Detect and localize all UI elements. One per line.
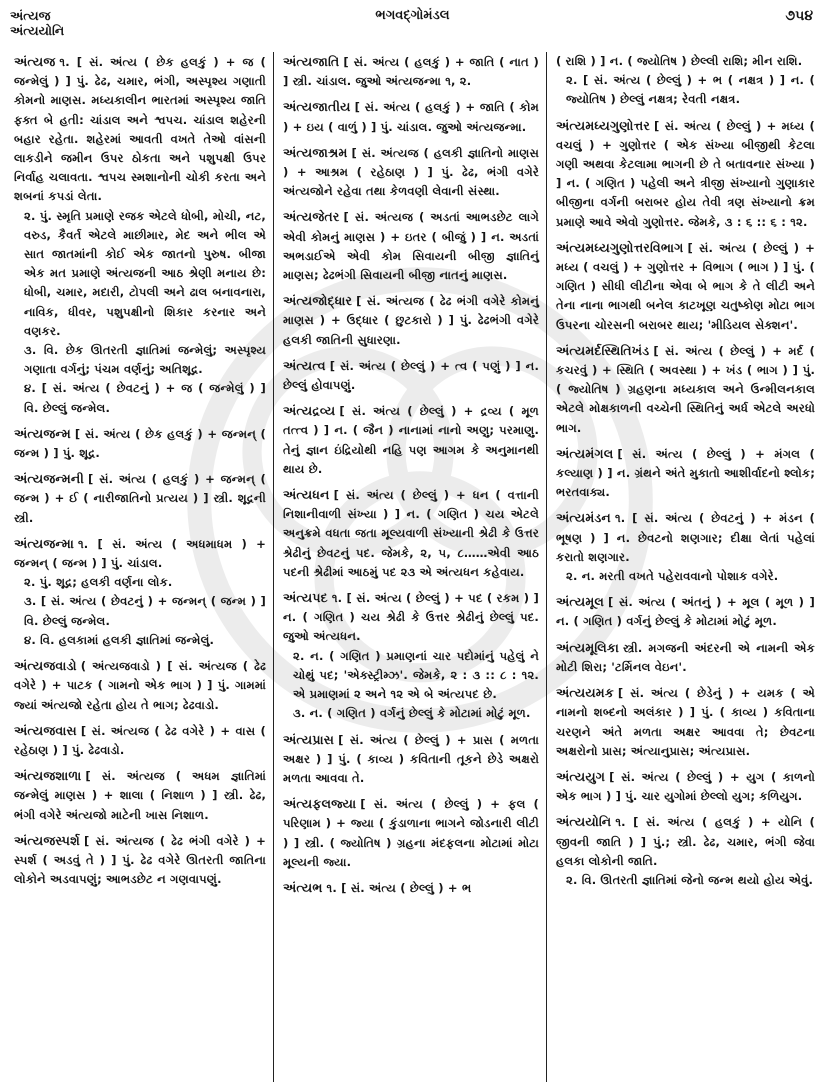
entry-sense: ૨. [ સં. અંત્ય ( છેલ્લું ) + ભ ( નક્ષત્ર ) ] ન. ( જ્યોતિષ ) છેલ્લું નક્ષત્ર; રેવતી નક્ષત્ર. [566,73,815,107]
dictionary-columns [0,52,825,1082]
entry-sense: ( રાશિ ) ] ન. ( જ્યોતિષ ) છેલ્લી રાશિ; મીન રાશિ. [556,54,803,68]
entry-sense: [ સં. અંત્ય ( છેલ્લું ) + ત્વ ( પણું ) ] ન. છેલ્લું હોવાપણું. [283,358,539,393]
entry-headword: અંત્યપદ [283,590,328,606]
entry-headword: અંત્યયુગ [556,768,606,784]
entry-sense: [ સં. અંત્ય ( છેલ્લું ) + ફલ ( પરિણામ ) + જ્યા ( કુંડાળાના ભાગને જોડનારી લીટી ) ] સ્ત્રી. ( જ્યોતિષ ) ગ્રહના મંદફલના મોટામાં મોટા મૂલ્યની જ્યા. [283,797,539,869]
dictionary-entry [556,52,815,110]
entry-sense: [ સં. અંત્ય ( છેલ્લું ) + પ્રાસ ( મળતા અક્ષર ) ] પું. ( કાવ્ય ) કવિતાની તૂકને છેડે અક્ષરો મળતા આવવા તે. [283,732,539,785]
entry-sense: [ સં. અંત્યજ ( ઢેઢ ભંગી વગેરે ) + સ્પર્શ ( અડવું તે ) ] પું. ઢેઢ વગેરે ઊતરતી જાતિના લોકોને અડવાપણું; આભડછેટ ન ગણવાપણું. [14,833,266,887]
entry-sense: ૨. ન. મરતી વખતે પહેરાવવાનો પોશાક વગેરે. [566,569,779,584]
dictionary-entry [14,766,266,825]
column-2 [273,52,546,1082]
dictionary-entry [556,767,815,806]
dictionary-entry [283,730,539,789]
entry-sense: [ સં. અંત્ય ( છેલ્લું ) + મંગલ ( કલ્યાણ ) ] ન. ગ્રંથને અંતે મુકાતો આશીર્વાદનો શ્લોક; ભરતવાક્ય. [556,446,815,500]
entry-headword: અંત્યજોદ્ધાર [283,293,353,309]
entry-sense: ૧. [ સં. અંત્ય ( હલકું ) + યોનિ ( જીવની જાતિ ) ] પું.; સ્ત્રી. ઢેઢ, ચમાર, ભંગી જેવા હલકા લોકોની જાતિ. [556,815,815,868]
entry-headword: અંત્યદ્રવ્ય [283,403,336,419]
entry-headword: અંત્યફલજ્યા [283,796,357,812]
entry-sense: ૧. [ સં. અંત્ય ( છેલ્લું ) + પદ ( રકમ ) ] ન. ( ગણિત ) ચય શ્રેઢી કે ઉત્તર શ્રેઢીનું છેલ્લું પદ. જુઓ અંત્યધન. [283,591,539,644]
entry-sense: [ સં. અંત્ય ( હલકું ) + જન્મન્ ( જન્મ ) + ઈ ( નારીજાતિનો પ્રત્યય ) ] સ્ત્રી. શૂદ્રની સ્ત્રી. [14,472,266,525]
entry-sense: [ સં. અંત્ય ( અંતનું ) + મૂલ ( મૂળ ) ] ન. ( ગણિત ) વર્ગનું છેલ્લું કે મોટામાં મોટું મૂળ. [556,595,815,629]
entry-headword: અંત્યમંડન [556,510,611,526]
column-1 [0,52,273,1082]
entry-sense: ૩. વિ. છેક ઊતરતી જ્ઞાતિમાં જન્મેલું; અસ્પૃશ્ય ગણાતા વર્ગનું; પંચમ વર્ણનું; અતિશૂદ્ર. [24,343,266,377]
dictionary-entry [556,592,815,631]
dictionary-entry [556,508,815,586]
entry-headword: અંત્યજાતીય [283,99,351,115]
entry-sense: ૧. [ સં. અંત્ય ( છેવટનું ) + મંડન ( ભૂષણ ) ] ન. છેવટનો શણગાર; દીક્ષા લેતાં પહેલાં કરાતો શણગાર. [556,511,815,564]
entry-headword: અંત્યયમક [556,685,614,701]
entry-sense: ૩. [ સં. અંત્ય ( છેવટનું ) + જન્મન્ ( જન્મ ) ] વિ. છેલ્લું જન્મેલ. [24,594,266,628]
entry-headword: અંત્યત્વ [283,357,326,373]
page-header [0,0,825,50]
entry-sense: [ સં. અંત્ય ( છેડેનું ) + યમક ( એ નામનો શબ્દનો અલંકાર ) ] પું. ( કાવ્ય ) કવિતાના ચરણને અંતે મળતા અક્ષર આવવા તે; છેવટના અક્ષરોનો પ્રાસ; અંત્યાનુપ્રાસ; અંત્યપ્રાસ. [556,686,815,758]
entry-sense: ૧. [ સં. અંત્ય ( છેલ્લું ) + ભ [326,880,472,895]
entry-sense: [ સં. અંત્ય ( છેલ્લું ) + ધન ( વત્તાની નિશાનીવાળી સંખ્યા ) ] ન. ( ગણિત ) ચય એટલે અનુક્રમે વધતા જતા મૂલ્યવાળી સંખ્યાની શ્રેઢી કે ઉત્તર શ્રેઢીનું છેવટનું પદ. જેમકે, ૨, ૫, ૮……એવી આઠ પદની શ્રેઢીમાં આઠમું પદ ૨૩ એ અંત્યધન કહેવાય. [283,488,539,579]
page-title: ભગવદ્ગોમંડલ [375,8,450,23]
entry-headword: અંત્યજવાસ [14,722,77,738]
entry-sense: [ સં. અંત્ય ( હલકું ) + જાતિ ( કોમ ) + ઇય ( વાળું ) ] પું. ચાંડાલ. જુઓ અંત્યજન્મા. [283,100,539,134]
entry-sense: [ સં. અંત્ય ( છેલ્લું ) + દ્રવ્ય ( મૂળ તત્ત્વ ) ] ન. ( જૈન ) નાનામાં નાનો અણુ; પરમાણુ. તેનું જ્ઞાન ઇંદ્રિયોથી નહિ પણ આગમ કે અનુમાનથી થાય છે. [283,404,539,476]
entry-sense: [ સં. અંત્યજ ( ઢેઢ વગેરે ) + વાસ ( રહેઠાણ ) ] પું. ઢેઢવાડો. [14,723,266,757]
dictionary-entry [14,52,266,418]
dictionary-entry [14,656,266,715]
entry-headword: અંત્યજન્મ [14,425,71,441]
entry-headword: અંત્યમૂલિકા [556,639,619,655]
dictionary-entry [283,97,539,136]
entry-headword: અંત્યમૂલ [556,594,605,610]
entry-headword: અંત્યયોનિ [556,814,612,830]
column-3 [546,52,825,1082]
dictionary-entry [556,683,815,761]
dictionary-entry [556,341,815,438]
entry-headword: અંત્યજન્મની [14,471,85,487]
entry-sense: [ સં. અંત્ય ( છેલ્લું ) + યુગ ( કાળનો એક ભાગ ) ] પું. ચાર યુગોમાં છેલ્લો યુગ; કળિયુગ. [556,769,815,804]
entry-headword: અંત્યમર્દસ્થિતિખંડ [556,342,650,358]
entry-sense: [ સં. અંત્ય ( છેલ્લું ) + મર્દ ( કચરવું ) + સ્થિતિ ( અવસ્થા ) + ખંડ ( ભાગ ) ] પું. ( જ્યોતિષ ) ગ્રહણના મધ્યકાલ અને ઉન્મીલનકાલ એટલે મોક્ષકાળની વચ્ચેની સ્થિતિનું અર્ધ એટલે અરધો ભાગ. [556,343,815,435]
dictionary-entry [14,721,266,760]
dictionary-entry [556,812,815,890]
dictionary-entry [283,52,539,91]
dictionary-entry [283,485,539,582]
dictionary-entry [556,444,815,503]
dictionary-entry [556,638,815,677]
entry-sense: [ સં. અંત્યજ ( ઢેઢ ભંગી વગેરે કોમનું માણસ ) + ઉદ્ધાર ( છુટકારો ) ] પું. ઢેઢભંગી વગેરે હલકી જાતિની સુધારણા. [283,294,539,347]
dictionary-entry [283,878,539,898]
entry-sense: ૧. [ સં. અંત્ય ( છેક હલકું ) + જ ( જન્મેલું ) ] પું. ઢેઢ, ચમાર, ભંગી, અસ્પૃશ્ય ગણાતી કોમનો માણસ. મધ્યકાલીન ભારતમાં અસ્પૃશ્ય જાતિ ફક્ત બે હતી: ચાંડાલ અને શ્વપચ. ચાંડાલ શહેરની બહાર રહેતા. શહેરમાં આવતી વખતે તેઓ વાંસની લાકડીને જમીન ઉપર ઠોકતા અને પશુપક્ષી ઉપર નિર્વાહ ચલાવતા. શ્વપચ સ્મશાનોની ચોકી કરતા અને શબનાં કપડાં લેતા. [14,55,266,204]
entry-sense: [ સં. અંત્ય ( છેલ્લું ) + મધ્ય ( વચલું ) + ગુણોત્તર ( એક સંખ્યા બીજીથી કેટલા ગણી અથવા કેટલામા ભાગની છે તે બતાવનાર સંખ્યા ) ] ન. ( ગણિત ) પહેલી અને ત્રીજી સંખ્યાનો ગુણાકાર બીજીના વર્ગની બરાબર હોય તેવી ત્રણ સંખ્યાનો ક્રમ પ્રમાણે આવે એવો ગુણોત્તર. જેમકે, ૩ : ૬ :: ૬ : ૧૨. [556,118,815,229]
entry-sense: [ સં. અંત્ય ( છેલ્લું ) + મધ્ય ( વચલું ) + ગુણોત્તર + વિભાગ ( ભાગ ) ] પું. ( ગણિત ) સીધી લીટીના એવા બે ભાગ કે તે લીટી અને તેના નાના ભાગથી બનેલ કાટખૂણ ચતુષ્કોણ મોટા ભાગ ઉપરના ચોરસની બરાબર થાય; 'મીડિયલ સેક્શન'. [556,240,815,332]
dictionary-entry [283,401,539,479]
entry-headword: અંત્યધન [283,487,330,503]
entry-sense: ૪. [ સં. અંત્ય ( છેવટનું ) + જ ( જન્મેલું ) ] વિ. છેલ્લું જન્મેલ. [24,381,266,415]
page-number: ૭૫૪ [785,8,813,24]
entry-sense: [ સં. અંત્ય ( હલકું ) + જાતિ ( નાત ) ] સ્ત્રી. ચાંડાલ. જુઓ અંત્યજન્મા ૧, ૨. [283,55,539,89]
entry-sense: સ્ત્રી. મગજની અંદરની એ નામની એક મોટી શિરા; 'ટર્મિનલ વેઇન'. [556,640,815,674]
entry-headword: અંત્યમંગલ [556,445,614,461]
entry-headword: અંત્યભ [283,879,323,895]
entry-sense: [ સં. અંત્ય ( છેક હલકું ) + જન્મન્ ( જન્મ ) ] પું. શૂદ્ર. [14,426,266,461]
entry-sense: ૩. ન. ( ગણિત ) વર્ગનું છેલ્લું કે મોટામાં મોટું મૂળ. [293,706,531,721]
dictionary-entry [14,831,266,890]
entry-headword: અંત્યમધ્યગુણોત્તર [556,117,651,133]
dictionary-entry [556,116,815,232]
entry-sense: [ સં. અંત્યજ ( અડતાં આભડછેટ લાગે એવી કોમનું માણસ ) + ઇતર ( બીજું ) ] ન. અડતાં અભડાઈએ એવી કોમ સિવાયની બીજી જ્ઞાતિનું માણસ; ઢેઢભંગી સિવાયની બીજી નાતનું માણસ. [283,210,539,283]
dictionary-entry [283,794,539,872]
entry-headword: અંત્યજાતિ [283,54,340,69]
dictionary-entry [283,291,539,350]
guide-word-last: અંત્યયોનિ [10,23,65,38]
entry-headword: અંત્યજેતર [283,209,340,225]
entry-sense: ૧. [ સં. અંત્ય ( અધમાધમ ) + જન્મન્ ( જન્મ ) ] પું. ચાંડાલ. [14,536,266,571]
entry-headword: અંત્યજાશ્રમ [283,144,348,160]
dictionary-entry [14,469,266,528]
dictionary-entry [283,588,539,723]
dictionary-entry [14,534,266,650]
entry-sense: ૪. વિ. હલકામાં હલકી જ્ઞાતિમાં જન્મેલું. [24,632,215,647]
entry-sense: ( અંત્યજવાડો ) [ સં. અંત્યજ ( ઢેઢ વગેરે ) + પાટક ( ગામનો એક ભાગ ) ] પું. ગામમાં જ્યાં અંત્યજો રહેતા હોય તે ભાગ; ઢેઢવાડો. [14,659,266,712]
entry-sense: ૨. પું. સ્મૃતિ પ્રમાણે રજક એટલે ધોબી, મોચી, નટ, વરુડ, કૈવર્ત એટલે માછીમાર, મેદ અને ભીલ એ સાત જાતમાંની કોઈ એક જાતનો પુરુષ. બીજા એક મત પ્રમાણે અંત્યજની આઠ શ્રેણી મનાય છે: ધોબી, ચમાર, મદારી, ટોપલી અને ઢાલ બનાવનારા, નાવિક, ધીવર, પશુપક્ષીનો શિકાર કરનાર અને વણકર. [24,208,266,338]
entry-headword: અંત્યજન્મા [14,535,74,551]
entry-headword: અંત્યજવાડો [14,658,77,674]
guide-word-first: અંત્યજ [10,8,51,23]
entry-headword: અંત્યજ [14,54,56,69]
entry-headword: અંત્યમધ્યગુણોત્તરવિભાગ [556,239,684,255]
entry-sense: [ સં. અંત્યજ ( હલકી જ્ઞાતિનો માણસ ) + આશ્રમ ( રહેઠાણ ) ] પું. ઢેઢ, ભંગી વગેરે અંત્યજોને રહેવા તથા કેળવણી લેવાની સંસ્થા. [283,145,539,199]
entry-headword: અંત્યજસ્પર્શ [14,832,80,848]
dictionary-entry [14,424,266,463]
entry-sense: [ સં. અંત્યજ ( અધમ જ્ઞાતિમાં જન્મેલું માણસ ) + શાલા ( નિશાળ ) ] સ્ત્રી. ઢેઢ, ભંગી વગેરે અંત્યજો માટેની ખાસ નિશાળ. [14,769,266,822]
dictionary-entry [283,356,539,395]
entry-sense: ૨. પું. શૂદ્ર; હલકી વર્ણના લોક. [24,575,173,590]
dictionary-entry [556,238,815,335]
dictionary-entry [283,207,539,285]
dictionary-entry [283,143,539,202]
entry-headword: અંત્યજશાળા [14,768,82,784]
entry-sense: ૨. ન. ( ગણિત ) પ્રમાણનાં ચાર પદોમાંનું પહેલું ને ચોથું પદ; 'એક્સ્ટ્રીમ્ઝ'. જેમકે, ૨ : ૩ :: ૮ : ૧૨. એ પ્રમાણમાં ૨ અને ૧૨ એ બે અંત્યપદ છે. [293,648,539,702]
entry-headword: અંત્યપ્રાસ [283,731,335,747]
entry-sense: ૨. વિ. ઊતરતી જ્ઞાતિમાં જેનો જન્મ થયો હોય એવું. [566,872,814,887]
